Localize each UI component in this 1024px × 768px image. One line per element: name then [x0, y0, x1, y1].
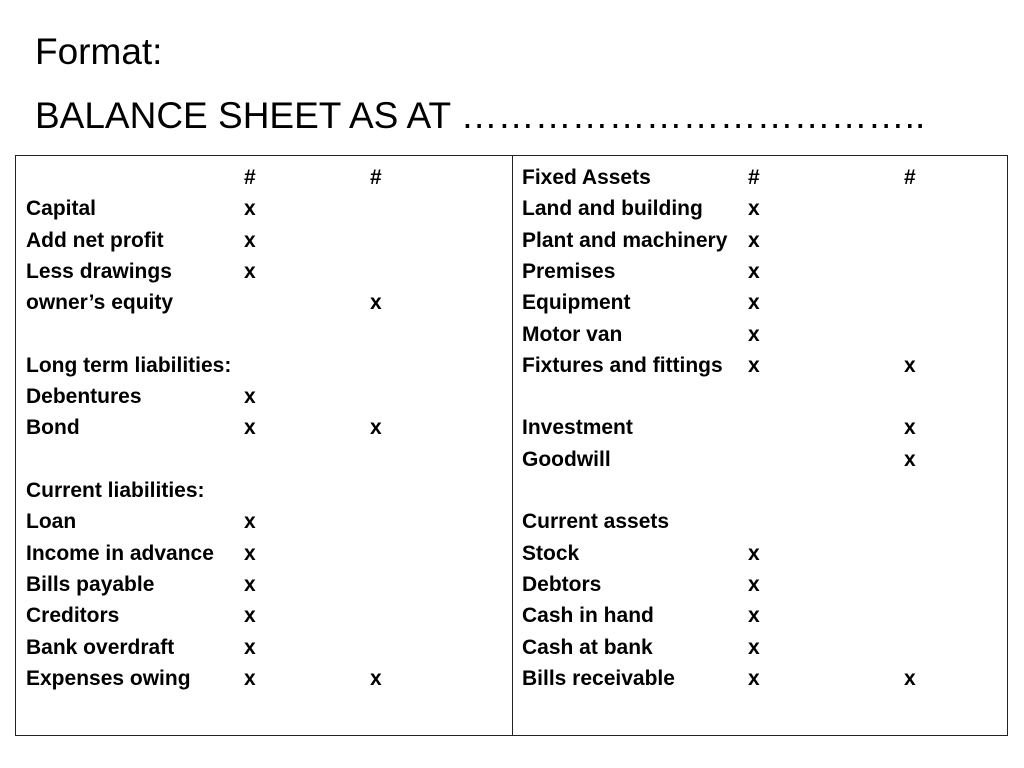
left-row-label: Loan: [26, 510, 77, 534]
right-row-amount-col1: x: [748, 291, 760, 315]
right-row-amount-col1: x: [748, 259, 760, 283]
right-row-amount-col1: x: [748, 353, 760, 377]
left-row-label: Debentures: [26, 385, 142, 409]
left-row: [26, 414, 496, 442]
right-row-amount-col2: x: [904, 447, 916, 471]
right-row-amount-col1: x: [748, 604, 760, 628]
left-row-amount-col1: x: [244, 572, 256, 596]
right-row: [522, 508, 1002, 536]
left-row-amount-col1: x: [244, 635, 256, 659]
right-row: [522, 602, 1002, 630]
right-row-label: Goodwill: [522, 447, 611, 471]
left-row-amount-col1: #: [244, 166, 256, 189]
right-row-amount-col1: x: [748, 322, 760, 346]
right-row-label: Bills receivable: [522, 666, 675, 690]
column-divider: [512, 156, 513, 735]
left-row-label: Long term liabilities:: [26, 353, 232, 377]
right-row-amount-col2: #: [904, 166, 916, 189]
right-row-label: Cash in hand: [522, 604, 654, 628]
right-row-amount-col2: x: [904, 416, 916, 440]
right-row-amount-col1: x: [748, 228, 760, 252]
left-row-label: Less drawings: [26, 259, 172, 283]
balance-sheet-title: BALANCE SHEET AS AT ………………………………..: [35, 95, 926, 136]
left-row: [26, 195, 496, 223]
left-row-label: Bond: [26, 416, 80, 440]
right-row: [522, 321, 1002, 349]
right-row-label: Current assets: [522, 510, 670, 534]
left-row: [26, 352, 496, 380]
left-row: [26, 258, 496, 286]
right-row-label: Plant and machinery: [522, 228, 728, 252]
left-row: [26, 665, 496, 693]
right-row: [522, 634, 1002, 662]
left-row-label: Add net profit: [26, 228, 164, 252]
left-row-amount-col2: x: [370, 291, 382, 315]
right-row-label: Land and building: [522, 197, 703, 221]
left-row-amount-col2: x: [370, 666, 382, 690]
left-row-label: owner’s equity: [26, 291, 174, 315]
right-row: [522, 164, 1002, 192]
right-row-label: Equipment: [522, 291, 631, 315]
right-row: [522, 446, 1002, 474]
left-row-amount-col1: x: [244, 197, 256, 221]
right-row: [522, 414, 1002, 442]
left-row-amount-col1: x: [244, 604, 256, 628]
format-heading: Format:: [35, 31, 163, 72]
right-row-label: Premises: [522, 259, 616, 283]
left-row-label: Creditors: [26, 604, 120, 628]
left-row-label: Current liabilities:: [26, 479, 205, 502]
right-row: [522, 289, 1002, 317]
left-row: [26, 164, 496, 192]
left-row-amount-col1: x: [244, 416, 256, 440]
balance-sheet-table: [15, 155, 1008, 736]
left-row-amount-col1: x: [244, 385, 256, 409]
left-row: [26, 508, 496, 536]
left-row: [26, 571, 496, 599]
right-row-label: Investment: [522, 416, 633, 440]
left-row-amount-col2: x: [370, 416, 382, 440]
right-row-amount-col1: x: [748, 635, 760, 659]
right-row: [522, 665, 1002, 693]
left-row-amount-col1: x: [244, 228, 256, 252]
right-row-label: Fixed Assets: [522, 166, 651, 189]
right-row-label: Stock: [522, 541, 580, 565]
right-row: [522, 227, 1002, 255]
left-row-label: Bills payable: [26, 572, 155, 596]
left-row-label: Bank overdraft: [26, 635, 175, 659]
left-row-amount-col1: x: [244, 541, 256, 565]
right-row: [522, 195, 1002, 223]
right-row-amount-col1: x: [748, 541, 760, 565]
left-row-amount-col2: #: [370, 166, 382, 189]
right-row-amount-col1: #: [748, 166, 760, 189]
right-row: [522, 540, 1002, 568]
left-row: [26, 634, 496, 662]
right-row-amount-col1: x: [748, 666, 760, 690]
left-row: [26, 540, 496, 568]
left-row-amount-col1: x: [244, 666, 256, 690]
left-row-amount-col1: x: [244, 259, 256, 283]
right-row: [522, 571, 1002, 599]
right-row-label: Cash at bank: [522, 635, 653, 659]
left-row-label: Capital: [26, 197, 97, 221]
right-row-label: Motor van: [522, 322, 623, 346]
right-row: [522, 258, 1002, 286]
right-row-amount-col2: x: [904, 666, 916, 690]
right-row-label: Debtors: [522, 572, 602, 596]
left-row-amount-col1: x: [244, 510, 256, 534]
left-row: [26, 383, 496, 411]
left-row: [26, 477, 496, 505]
left-row: [26, 602, 496, 630]
right-row-amount-col2: x: [904, 353, 916, 377]
right-row-amount-col1: x: [748, 572, 760, 596]
right-row-amount-col1: x: [748, 197, 760, 221]
right-row: [522, 352, 1002, 380]
left-row-label: Expenses owing: [26, 666, 191, 690]
left-row: [26, 227, 496, 255]
right-row-label: Fixtures and fittings: [522, 353, 723, 377]
left-row: [26, 289, 496, 317]
left-row-label: Income in advance: [26, 541, 214, 565]
